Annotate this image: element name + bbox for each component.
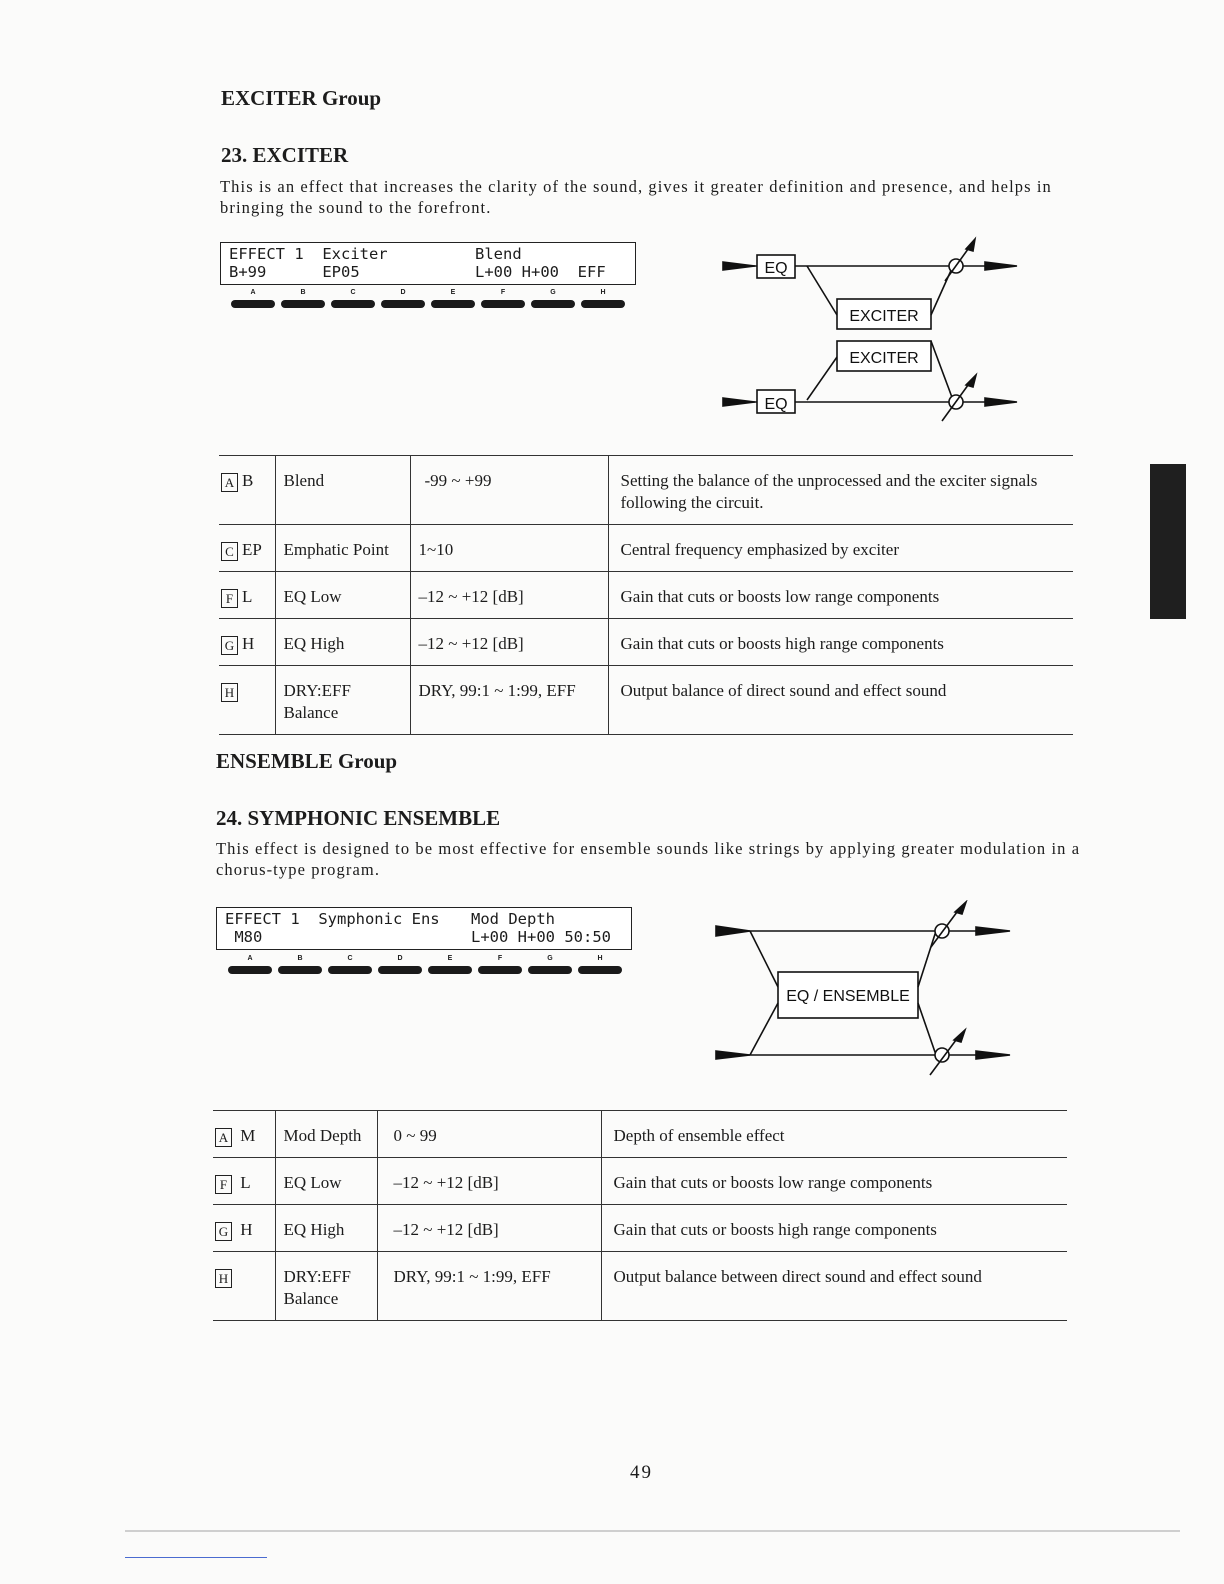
footer-accent-line	[125, 1557, 267, 1558]
param-abbr: H	[242, 634, 255, 653]
key-label-g: G	[547, 955, 553, 962]
table-row	[213, 1158, 1067, 1205]
param-abbr: M	[240, 1126, 256, 1145]
param-description: Output balance between direct sound and effect sound	[601, 1252, 1067, 1321]
table-row	[219, 666, 1073, 735]
exciter-section-title: 23. EXCITER	[221, 143, 349, 167]
ensemble-description: This effect is designed to be most effective for ensemble sounds like strings by applying greater modulation in a chorus-type program.	[216, 839, 1081, 879]
soft-key-f[interactable]	[481, 300, 525, 308]
param-key-cell	[213, 1252, 275, 1321]
table-row	[219, 456, 1073, 525]
soft-key-g[interactable]	[531, 300, 575, 308]
param-key-cell	[213, 1111, 275, 1158]
param-key-cell	[213, 1158, 275, 1205]
soft-key-d[interactable]	[378, 966, 422, 974]
param-description: Gain that cuts or boosts high range components	[601, 1205, 1067, 1252]
param-key-cell	[219, 525, 275, 572]
page-number: 49	[630, 1462, 653, 1483]
ensemble-soft-keys	[228, 955, 628, 977]
soft-key-c[interactable]	[331, 300, 375, 308]
eq-block-bottom: EQ	[764, 396, 788, 413]
key-label-d: D	[400, 289, 406, 296]
ensemble-lcd-display	[216, 907, 632, 950]
param-abbr: H	[240, 1220, 253, 1239]
param-range: –12 ~ +12 [dB]	[377, 1158, 601, 1205]
param-key-cell	[219, 666, 275, 735]
param-name: Emphatic Point	[275, 525, 410, 572]
param-range: -99 ~ +99	[410, 456, 608, 525]
soft-key-e[interactable]	[431, 300, 475, 308]
soft-key-b[interactable]	[281, 300, 325, 308]
soft-key-d[interactable]	[381, 300, 425, 308]
eq-ensemble-block: EQ / ENSEMBLE	[786, 988, 910, 1005]
exciter-group-title: EXCITER Group	[221, 86, 382, 110]
param-description: Output balance of direct sound and effect sound	[608, 666, 1073, 735]
param-range: 0 ~ 99	[377, 1111, 601, 1158]
param-key-icon: H	[221, 683, 238, 702]
param-key-icon: H	[215, 1269, 232, 1288]
param-description: Gain that cuts or boosts low range components	[608, 572, 1073, 619]
param-range: –12 ~ +12 [dB]	[410, 619, 608, 666]
param-name: DRY:EFF Balance	[275, 666, 410, 735]
param-range: DRY, 99:1 ~ 1:99, EFF	[377, 1252, 601, 1321]
key-label-h: H	[600, 289, 606, 296]
soft-key-g[interactable]	[528, 966, 572, 974]
key-label-d: D	[397, 955, 403, 962]
key-label-e: E	[450, 289, 456, 296]
param-description: Central frequency emphasized by exciter	[608, 525, 1073, 572]
param-name: Mod Depth	[275, 1111, 377, 1158]
param-abbr: B	[242, 471, 254, 490]
ensemble-parameter-table	[213, 1110, 1067, 1321]
eq-block-top: EQ	[764, 260, 788, 277]
param-range: –12 ~ +12 [dB]	[377, 1205, 601, 1252]
lcd-line2-right: L+00 H+00 EFF	[475, 263, 606, 281]
param-key-icon: G	[221, 636, 238, 655]
exciter-block-top: EXCITER	[849, 308, 919, 325]
soft-key-h[interactable]	[581, 300, 625, 308]
exciter-parameter-table	[219, 455, 1073, 735]
key-label-b: B	[300, 289, 306, 296]
soft-key-f[interactable]	[478, 966, 522, 974]
key-label-c: C	[350, 289, 356, 296]
param-name: EQ Low	[275, 572, 410, 619]
param-description: Setting the balance of the unprocessed and the exciter signals following the circuit.	[608, 456, 1073, 525]
lcd-line1-left: EFFECT 1 Exciter	[229, 245, 388, 263]
param-description: Gain that cuts or boosts low range components	[601, 1158, 1067, 1205]
soft-key-e[interactable]	[428, 966, 472, 974]
exciter-soft-keys	[231, 289, 631, 311]
ensemble-group-title: ENSEMBLE Group	[216, 749, 398, 773]
param-name: EQ High	[275, 619, 410, 666]
ensemble-section-title: 24. SYMPHONIC ENSEMBLE	[216, 806, 501, 830]
table-row	[213, 1205, 1067, 1252]
lcd-line1-right: Blend	[475, 245, 522, 263]
lcd-line1-left: EFFECT 1 Symphonic Ens	[225, 910, 440, 928]
footer-divider	[125, 1530, 1180, 1532]
soft-key-b[interactable]	[278, 966, 322, 974]
param-description: Depth of ensemble effect	[601, 1111, 1067, 1158]
param-key-icon: F	[221, 589, 238, 608]
param-name: EQ Low	[275, 1158, 377, 1205]
table-row	[213, 1252, 1067, 1321]
param-name: Blend	[275, 456, 410, 525]
param-abbr: L	[242, 587, 253, 606]
table-row	[213, 1111, 1067, 1158]
table-row	[219, 525, 1073, 572]
param-range: –12 ~ +12 [dB]	[410, 572, 608, 619]
param-key-icon: C	[221, 542, 238, 561]
param-description: Gain that cuts or boosts high range components	[608, 619, 1073, 666]
exciter-block-bottom: EXCITER	[849, 350, 919, 367]
key-label-c: C	[347, 955, 353, 962]
soft-key-a[interactable]	[228, 966, 272, 974]
key-label-f: F	[497, 955, 503, 962]
lcd-line2-left: M80	[225, 928, 263, 946]
lcd-line2-left: B+99 EP05	[229, 263, 360, 281]
param-key-icon: G	[215, 1222, 232, 1241]
param-key-icon: A	[221, 473, 238, 492]
param-range: 1~10	[410, 525, 608, 572]
param-key-cell	[213, 1205, 275, 1252]
param-key-icon: A	[215, 1128, 232, 1147]
soft-key-c[interactable]	[328, 966, 372, 974]
ensemble-signal-diagram	[710, 900, 1030, 1085]
lcd-line1-right: Mod Depth	[471, 910, 555, 928]
param-key-cell	[219, 456, 275, 525]
soft-key-a[interactable]	[231, 300, 275, 308]
key-label-a: A	[250, 289, 256, 296]
key-label-a: A	[247, 955, 253, 962]
key-label-b: B	[297, 955, 303, 962]
soft-key-h[interactable]	[578, 966, 622, 974]
param-name: DRY:EFF Balance	[275, 1252, 377, 1321]
key-label-h: H	[597, 955, 603, 962]
chapter-tab-marker	[1150, 464, 1186, 619]
table-row	[219, 619, 1073, 666]
param-name: EQ High	[275, 1205, 377, 1252]
param-range: DRY, 99:1 ~ 1:99, EFF	[410, 666, 608, 735]
exciter-signal-diagram	[715, 235, 1035, 430]
table-row	[219, 572, 1073, 619]
lcd-line2-right: L+00 H+00 50:50	[471, 928, 611, 946]
key-label-e: E	[447, 955, 453, 962]
key-label-g: G	[550, 289, 556, 296]
param-key-icon: F	[215, 1175, 232, 1194]
exciter-description: This is an effect that increases the clarity of the sound, gives it greater definition and presence, and helps in bringing the sound to the forefront.	[220, 177, 1052, 217]
key-label-f: F	[500, 289, 506, 296]
param-key-cell	[219, 619, 275, 666]
exciter-lcd-display	[220, 242, 636, 285]
param-abbr: L	[240, 1173, 251, 1192]
param-abbr: EP	[242, 540, 262, 559]
param-key-cell	[219, 572, 275, 619]
